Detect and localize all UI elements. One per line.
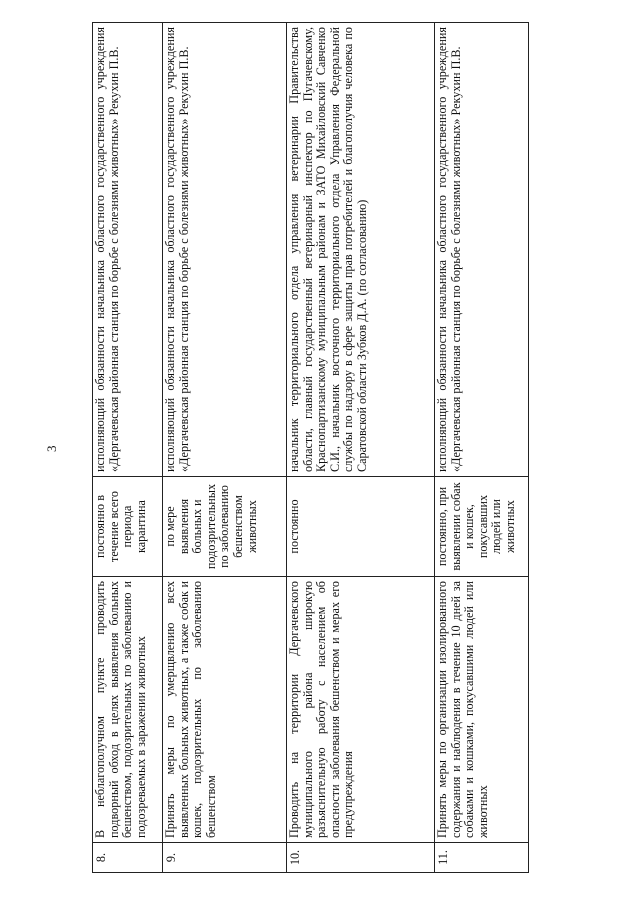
measure-cell: Принять меры по организации изолированного содержания и наблюдения в течение 10 дней за собаками и кошками, покусавшими людей или животных <box>435 577 529 843</box>
term-cell: постоянно, при выявлении собак и кошек, покусавших людей или животных <box>435 477 529 577</box>
measures-table <box>92 22 529 873</box>
term-cell: постоянно в течение всего периода карантина <box>93 477 163 577</box>
responsible-cell: исполняющий обязанности начальника областного государственного учреждения «Дергачевская районная станция по борьбе с болезнями животных» Рекухин П.В. <box>163 23 287 477</box>
measure-cell: Проводить на территории Дергачевского муниципального района широкую разъяснительную работу с населением об опасности заболевания бешенством и мерах его предупреждения <box>287 577 435 843</box>
table-row <box>435 23 529 873</box>
measure-cell: В неблагополучном пункте проводить подворный обход в целях выявления больных бешенством, подозрительных по заболеванию и подозреваемых в заражении животных <box>93 577 163 843</box>
responsible-cell: исполняющий обязанности начальника областного государственного учреждения «Дергачевская районная станция по борьбе с болезнями животных» Рекухин П.В. <box>435 23 529 477</box>
responsible-cell: исполняющий обязанности начальника областного государственного учреждения «Дергачевская районная станция по борьбе с болезнями животных» Рекухин П.В. <box>93 23 163 477</box>
term-cell: по мере выявления больных и подозрительных по заболеванию бешенством животных <box>163 477 287 577</box>
row-number: 10. <box>287 843 435 873</box>
table-row <box>93 23 163 873</box>
table-row <box>163 23 287 873</box>
measure-cell: Принять меры по умерщвлению всех выявленных больных животных, а также собак и кошек, подозрительных по заболеванию бешенством <box>163 577 287 843</box>
table-row <box>287 23 435 873</box>
row-number: 11. <box>435 843 529 873</box>
page-number: 3 <box>44 445 59 452</box>
responsible-cell: начальник территориального отдела управления ветеринарии Правительства области, главный государственный ветеринарный инспектор по Пугачевскому, Краснопартизанскому муниципальным районам и ЗАТО Михайловский Савченко С.И., начальник восточного территориального отдела Управления Федеральной службы по надзору в сфере защиты прав потребителей и благополучия человека по Саратовской области Зубков Д.А. (по согласованию) <box>287 23 435 477</box>
row-number: 9. <box>163 843 287 873</box>
term-cell: постоянно <box>287 477 435 577</box>
rotated-table-container <box>92 23 522 873</box>
row-number: 8. <box>93 843 163 873</box>
